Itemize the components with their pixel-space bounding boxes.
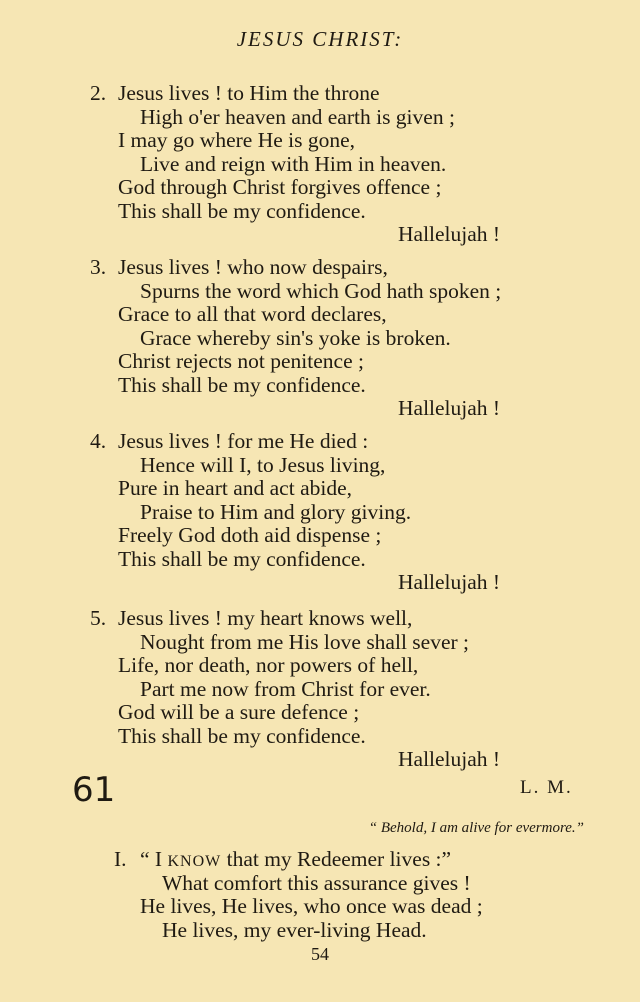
refrain: Hallelujah ! bbox=[398, 222, 501, 246]
verse-line: Spurns the word which God hath spoken ; bbox=[140, 278, 502, 303]
stanza-number: 4. bbox=[90, 429, 107, 453]
first-line-rest: that my Redeemer lives :” bbox=[221, 847, 452, 871]
verse-line: Grace to all that word declares, bbox=[118, 302, 387, 326]
verse-line: Nought from me His love shall sever ; bbox=[140, 629, 470, 654]
verse-line: What comfort this assurance gives ! bbox=[162, 870, 471, 895]
verse-line: Live and reign with Him in heaven. bbox=[140, 151, 447, 176]
verse-line: Jesus lives ! who now despairs, bbox=[118, 255, 388, 279]
verse-line: He lives, He lives, who once was dead ; bbox=[140, 894, 483, 918]
verse-line bbox=[140, 848, 451, 874]
verse-line: This shall be my confidence. bbox=[118, 372, 366, 397]
verse-line: He lives, my ever-living Head. bbox=[162, 917, 427, 942]
verse-line: Pure in heart and act abide, bbox=[118, 476, 353, 500]
stanza-number: I. bbox=[114, 847, 127, 871]
verse-line: Life, nor death, nor powers of hell, bbox=[118, 653, 419, 677]
hymn-number: 61 bbox=[72, 770, 116, 810]
stanza-5 bbox=[90, 607, 570, 772]
verse-line: This shall be my confidence. bbox=[118, 723, 366, 748]
verse-line: God will be a sure defence ; bbox=[118, 700, 360, 724]
verse-line: God through Christ forgives offence ; bbox=[118, 175, 442, 199]
page-number: 54 bbox=[311, 944, 329, 964]
verse-line: Freely God doth aid dispense ; bbox=[118, 523, 382, 547]
running-header: JESUS CHRIST: bbox=[236, 27, 404, 51]
refrain: Hallelujah ! bbox=[398, 396, 501, 420]
stanza-number: 3. bbox=[90, 255, 107, 279]
verse-line: Hence will I, to Jesus living, bbox=[140, 452, 386, 477]
verse-line: This shall be my confidence. bbox=[118, 546, 366, 571]
verse-line: High o'er heaven and earth is given ; bbox=[140, 104, 455, 129]
stanza-number: 2. bbox=[90, 81, 107, 105]
verse-line: Christ rejects not penitence ; bbox=[118, 349, 364, 373]
stanza-4 bbox=[90, 430, 570, 595]
verse-line: Jesus lives ! my heart knows well, bbox=[118, 606, 413, 630]
stanza-number: 5. bbox=[90, 606, 107, 630]
refrain: Hallelujah ! bbox=[398, 747, 501, 771]
verse-line: Jesus lives ! to Him the throne bbox=[118, 81, 380, 105]
stanza-2 bbox=[90, 82, 570, 247]
verse-line: Part me now from Christ for ever. bbox=[140, 676, 431, 701]
verse-line: This shall be my confidence. bbox=[118, 198, 366, 223]
verse-line: I may go where He is gone, bbox=[118, 128, 356, 152]
verse-line: Praise to Him and glory giving. bbox=[140, 499, 412, 524]
opening-word: KNOW bbox=[167, 853, 222, 870]
verse-line: Grace whereby sin's yoke is broken. bbox=[140, 325, 451, 350]
opening-quote: “ I bbox=[140, 847, 168, 871]
hymn-meter: L. M. bbox=[520, 777, 573, 798]
epigraph: “ Behold, I am alive for evermore.” bbox=[368, 820, 584, 836]
verse-line: Jesus lives ! for me He died : bbox=[118, 429, 369, 453]
stanza-3 bbox=[90, 256, 570, 421]
refrain: Hallelujah ! bbox=[398, 570, 501, 594]
